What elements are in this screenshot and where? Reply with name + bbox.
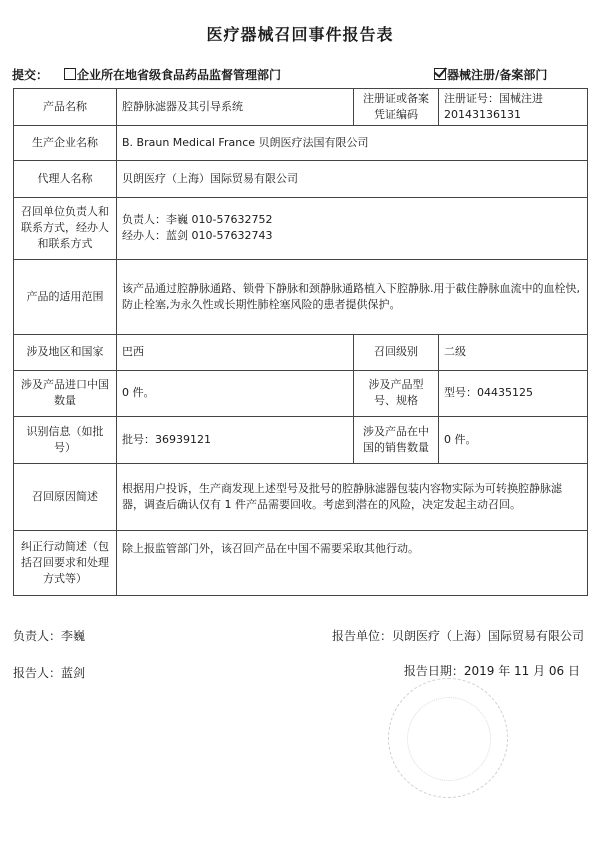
sales-qty-value: 0 件。 (439, 416, 588, 463)
id-info-value: 批号：36939121 (117, 416, 354, 463)
model-value: 型号：04435125 (439, 370, 588, 416)
row-contact (14, 197, 588, 259)
agent-label: 代理人名称 (14, 160, 117, 197)
row-reason (14, 463, 588, 530)
submit-option-provincial-label: 企业所在地省级食品药品监督管理部门 (77, 68, 282, 82)
action-label: 纠正行动简述（包括召回要求和处理方式等） (14, 530, 117, 595)
contact-value (117, 197, 588, 259)
row-region (14, 334, 588, 370)
import-qty-value: 0 件。 (117, 370, 354, 416)
contact-handler: 经办人：蓝剑 010-57632743 (122, 229, 273, 243)
sales-qty-label: 涉及产品在中国的销售数量 (354, 416, 439, 463)
submit-label: 提交： (12, 68, 49, 82)
footer-reporter: 报告人：蓝剑 (13, 666, 86, 680)
row-id-info (14, 416, 588, 463)
provincial-checkbox[interactable] (64, 68, 76, 80)
recall-level-label: 召回级别 (354, 334, 439, 370)
manufacturer-label: 生产企业名称 (14, 125, 117, 160)
product-name-label: 产品名称 (14, 89, 117, 126)
row-product-name (14, 89, 588, 126)
company-seal-inner-ring (407, 697, 491, 781)
manufacturer-value: B. Braun Medical France 贝朗医疗法国有限公司 (117, 125, 588, 160)
footer-report-date: 报告日期：2019 年 11 月 06 日 (403, 664, 580, 678)
row-agent (14, 160, 588, 197)
model-label: 涉及产品型号、规格 (354, 370, 439, 416)
page-title: 医疗器械召回事件报告表 (206, 25, 394, 44)
contact-responsible: 负责人：李巍 010-57632752 (122, 213, 273, 227)
reg-cert-label: 注册证或备案凭证编码 (354, 89, 439, 126)
contact-label: 召回单位负责人和联系方式，经办人和联系方式 (14, 197, 117, 259)
footer-responsible: 负责人：李巍 (13, 629, 86, 643)
scope-label: 产品的适用范围 (14, 259, 117, 334)
recall-level-value: 二级 (439, 334, 588, 370)
row-scope (14, 259, 588, 334)
submit-option-registration[interactable] (434, 66, 547, 83)
company-seal (388, 678, 508, 798)
region-label: 涉及地区和国家 (14, 334, 117, 370)
row-action (14, 530, 588, 595)
id-info-label: 识别信息（如批号） (14, 416, 117, 463)
scope-value: 该产品通过腔静脉通路、锁骨下静脉和颈静脉通路植入下腔静脉.用于截住静脉血流中的血栓快,防止栓塞,为永久性或长期性肺栓塞风险的患者提供保护。 (117, 259, 588, 334)
submit-row (12, 66, 572, 86)
agent-value: 贝朗医疗（上海）国际贸易有限公司 (117, 160, 588, 197)
recall-info-table (13, 88, 588, 596)
action-value: 除上报监管部门外，该召回产品在中国不需要采取其他行动。 (117, 530, 588, 595)
reg-cert-value: 注册证号：国械注进20143136131 (439, 89, 588, 126)
submit-option-provincial[interactable] (64, 66, 281, 83)
product-name-value: 腔静脉滤器及其引导系统 (117, 89, 354, 126)
row-import-qty (14, 370, 588, 416)
reason-value: 根据用户投诉，生产商发现上述型号及批号的腔静脉滤器包装内容物实际为可转换腔静脉滤器，调查后确认仅有 1 件产品需要回收。考虑到潜在的风险，决定发起主动召回。 (117, 463, 588, 530)
import-qty-label: 涉及产品进口中国数量 (14, 370, 117, 416)
footer-report-unit: 报告单位：贝朗医疗（上海）国际贸易有限公司 (331, 629, 584, 643)
region-value: 巴西 (117, 334, 354, 370)
submit-option-registration-label: 器械注册/备案部门 (447, 68, 548, 82)
reason-label: 召回原因简述 (14, 463, 117, 530)
registration-checkbox[interactable] (434, 68, 446, 80)
row-manufacturer (14, 125, 588, 160)
